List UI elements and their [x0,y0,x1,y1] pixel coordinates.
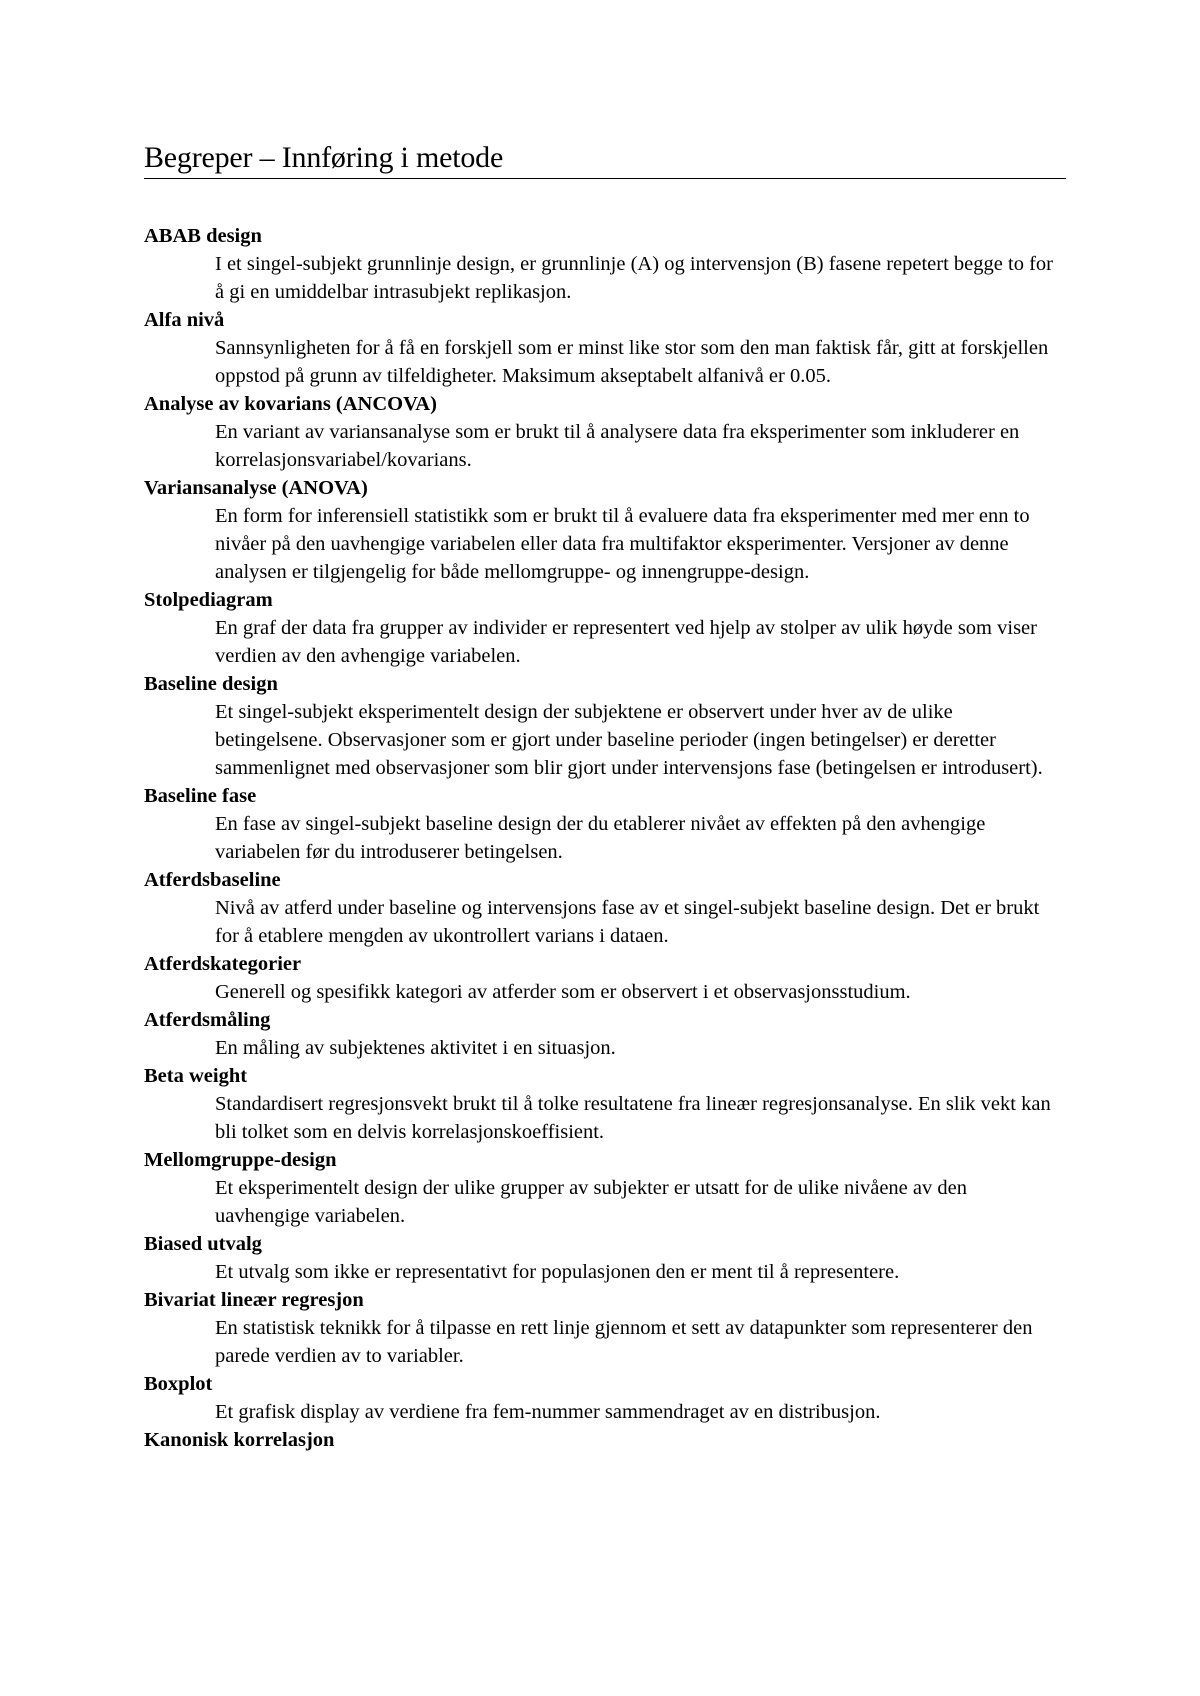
glossary-term: Beta weight [144,1065,248,1087]
glossary-entry [144,306,1066,390]
glossary-definition: Sannsynligheten for å få en forskjell som er minst like stor som den man faktisk får, gitt at forskjellen oppstod på grunn av tilfeldigheter. Maksimum akseptabelt alfanivå er 0.05. [215,337,1049,387]
glossary-entry [144,586,1066,670]
title-rule [144,140,1066,179]
glossary-entry [144,1230,1066,1286]
glossary-entry [144,1370,1066,1426]
glossary-term: Biased utvalg [144,1233,262,1255]
glossary-definition: En statistisk teknikk for å tilpasse en rett linje gjennom et sett av datapunkter som representerer den parede verdien av to variabler. [215,1317,1033,1367]
glossary-definition: En form for inferensiell statistikk som er brukt til å evaluere data fra eksperimenter med mer enn to nivåer på den uavhengige variabelen eller data fra multifaktor eksperimenter. Versjoner av denne analysen er tilgjengelig for både mellomgruppe- og innengruppe-design. [215,505,1030,583]
glossary-entry [144,866,1066,950]
glossary-entry [144,1426,1066,1454]
glossary-term: Stolpediagram [144,589,273,611]
glossary-definition: En fase av singel-subjekt baseline design der du etablerer nivået av effekten på den avhengige variabelen før du introduserer betingelsen. [215,813,986,863]
glossary-term: ABAB design [144,225,262,247]
glossary-definition: Et singel-subjekt eksperimentelt design der subjektene er observert under hver av de ulike betingelsene. Observasjoner som er gjort under baseline perioder (ingen betingelser) er deretter sammenlignet med observasjoner som blir gjort under intervensjons fase (betingelsen er introdusert). [215,701,1043,779]
glossary-list [144,222,1066,1454]
glossary-definition: Standardisert regresjonsvekt brukt til å tolke resultatene fra lineær regresjonsanalyse. En slik vekt kan bli tolket som en delvis korrelasjonskoeffisient. [215,1093,1051,1143]
glossary-entry [144,474,1066,586]
glossary-definition: Nivå av atferd under baseline og intervensjons fase av et singel-subjekt baseline design. Det er brukt for å etablere mengden av ukontrollert varians i dataen. [215,897,1040,947]
glossary-definition: Et eksperimentelt design der ulike grupper av subjekter er utsatt for de ulike nivåene av den uavhengige variabelen. [215,1177,967,1227]
glossary-definition: En variant av variansanalyse som er brukt til å analysere data fra eksperimenter som inkluderer en korrelasjonsvariabel/kovarians. [215,421,1020,471]
glossary-definition: I et singel-subjekt grunnlinje design, er grunnlinje (A) og intervensjon (B) fasene repetert begge to for å gi en umiddelbar intrasubjekt replikasjon. [215,253,1053,303]
glossary-definition: En måling av subjektenes aktivitet i en situasjon. [215,1037,616,1059]
glossary-definition: Generell og spesifikk kategori av atferder som er observert i et observasjonsstudium. [215,981,911,1003]
glossary-term: Variansanalyse (ANOVA) [144,477,368,499]
glossary-entry [144,1286,1066,1370]
glossary-term: Atferdsbaseline [144,869,281,891]
glossary-entry [144,1146,1066,1230]
glossary-term: Mellomgruppe-design [144,1149,337,1171]
glossary-term: Atferdsmåling [144,1009,271,1031]
glossary-term: Analyse av kovarians (ANCOVA) [144,393,437,415]
glossary-definition: Et utvalg som ikke er representativt for populasjonen den er ment til å representere. [215,1261,900,1283]
glossary-definition: En graf der data fra grupper av individer er representert ved hjelp av stolper av ulik høyde som viser verdien av den avhengige variabelen. [215,617,1037,667]
glossary-term: Kanonisk korrelasjon [144,1429,335,1451]
glossary-term: Baseline fase [144,785,257,807]
glossary-entry [144,1006,1066,1062]
glossary-entry [144,950,1066,1006]
glossary-term: Boxplot [144,1373,213,1395]
glossary-term: Atferdskategorier [144,953,302,975]
glossary-term: Bivariat lineær regresjon [144,1289,364,1311]
glossary-entry [144,390,1066,474]
glossary-definition: Et grafisk display av verdiene fra fem-nummer sammendraget av en distribusjon. [215,1401,881,1423]
glossary-entry [144,670,1066,782]
glossary-term: Baseline design [144,673,278,695]
glossary-term: Alfa nivå [144,309,225,331]
page-title: Begreper – Innføring i metode [144,141,504,174]
glossary-entry [144,782,1066,866]
glossary-entry [144,222,1066,306]
glossary-entry [144,1062,1066,1146]
